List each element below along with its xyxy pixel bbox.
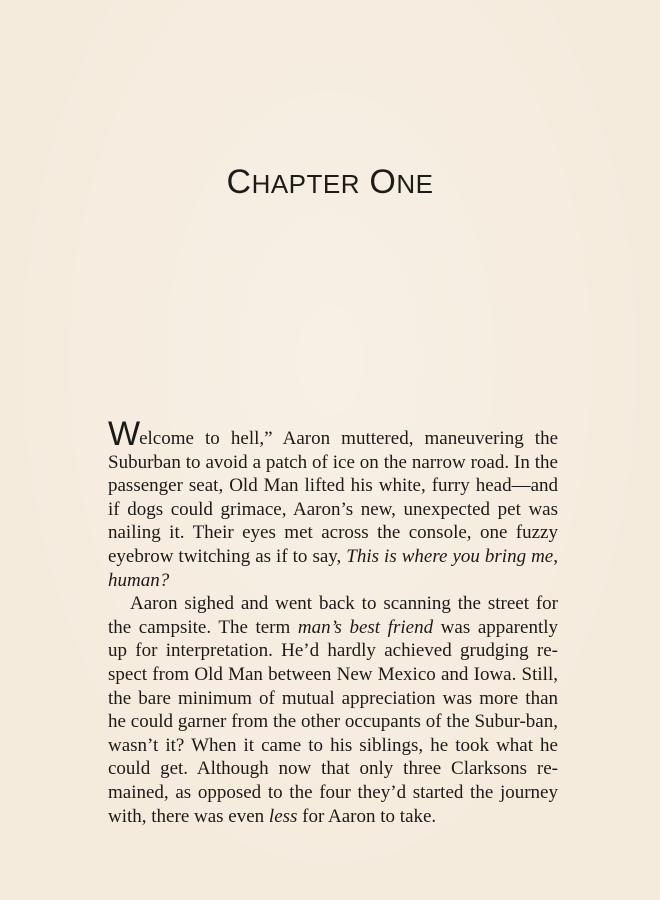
chapter-title-initial-1: C [226,163,252,201]
paragraph-1-text: elcome to hell,” Aaron muttered, maneuvering the Suburban to avoid a patch of ice on the narrow road. In the passenger seat, Old Man lifted his white, furry head—and if dogs could grimace, Aaron’s new, unexpected pet was nailing it. Their eyes met across the console, one fuzzy eyebrow twitching as if to say, [108,428,558,567]
paragraph-2 [108,592,558,828]
chapter-title-rest-2: NE [396,169,434,199]
chapter-title-rest-1: HAPTER [251,169,361,199]
drop-cap: W [108,415,140,453]
paragraph-2-text-b: was apparently up for interpretation. He’d hardly achieved grudging re-spect from Old Man between New Mexico and Iowa. Still, the bare minimum of mutual appreciation was more than he could garner from the other occupants of the Subur-ban, wasn’t it? When it came to his siblings, he took what he could get. Although now that only three Clarksons re-mained, as opposed to the four they’d started the journey with, there was even [108,616,559,827]
paragraph-1-italic: This is where you bring me, human? [108,545,558,591]
chapter-title-initial-2: O [369,163,397,201]
paragraph-2-text-c: for Aaron to take. [297,805,437,827]
paragraph-2-italic-a: man’s best friend [297,616,434,638]
paragraph-2-text-a: Aaron sighed and went back to scanning the street for the campsite. The term [108,593,558,638]
chapter-title [0,163,660,202]
paragraph-1 [108,415,558,592]
chapter-body [108,415,559,828]
paragraph-2-italic-b: less [268,805,298,827]
